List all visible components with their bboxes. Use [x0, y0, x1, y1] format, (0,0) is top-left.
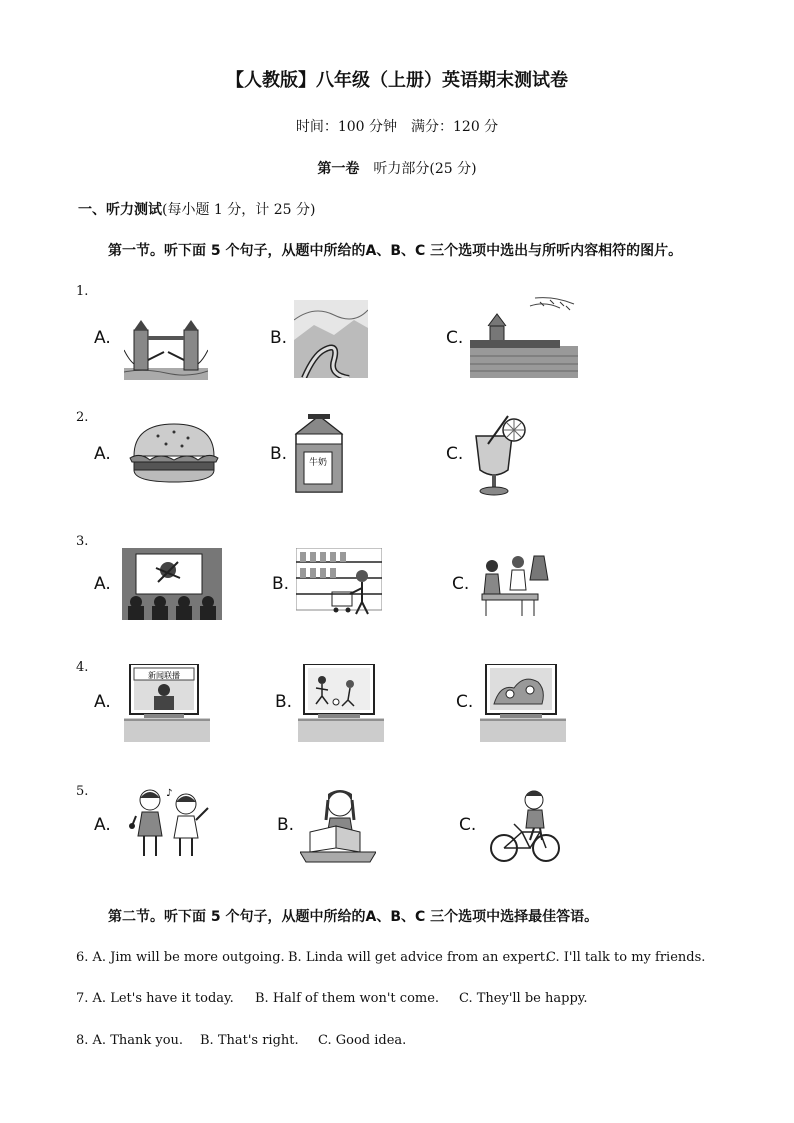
option-c: C. They'll be happy.	[459, 991, 588, 1006]
cycling-girl-image	[490, 788, 562, 864]
question-number: 2.	[76, 410, 89, 425]
option-label: A.	[94, 692, 111, 712]
singing-girls-image	[126, 786, 216, 862]
option-label: A.	[94, 815, 111, 835]
west-lake-image	[470, 296, 578, 378]
tv-news-image	[124, 664, 210, 742]
supermarket-image	[296, 548, 382, 618]
tv-sports-image	[298, 664, 384, 742]
option-a: 7. A. Let's have it today.	[76, 991, 234, 1006]
great-wall-image	[294, 300, 368, 378]
option-c: C. I'll talk to my friends.	[546, 950, 706, 965]
option-label: A.	[94, 328, 111, 348]
question-number: 3.	[76, 534, 89, 549]
clothes-shop-image	[478, 552, 550, 618]
option-label: B.	[277, 815, 295, 835]
tv-cartoon-image	[480, 664, 566, 742]
tv-news-label: 新闻联播	[148, 671, 180, 680]
option-label: C.	[446, 444, 464, 464]
section-score: (每小题 1 分，计 25 分)	[162, 202, 316, 218]
reading-girl-image	[300, 786, 376, 864]
option-label: B.	[270, 328, 288, 348]
svg-text:♪: ♪	[166, 788, 173, 799]
section-title: 一、听力测试	[78, 202, 162, 218]
part2-instruction: 第二节。听下面 5 个句子，从题中所给的A、B、C 三个选项中选择最佳答语。	[108, 909, 599, 925]
section-heading	[78, 199, 315, 219]
option-label: A.	[94, 574, 111, 594]
cinema-image	[122, 548, 222, 620]
option-label: B.	[272, 574, 290, 594]
option-c: C. Good idea.	[318, 1033, 407, 1048]
option-label: B.	[275, 692, 293, 712]
option-label: C.	[446, 328, 464, 348]
option-a: 8. A. Thank you.	[76, 1033, 184, 1048]
question-number: 4.	[76, 660, 89, 675]
option-label: A.	[94, 444, 111, 464]
option-label: C.	[459, 815, 477, 835]
exam-meta: 时间：100 分钟 满分：120 分	[295, 119, 499, 135]
part-heading	[0, 158, 794, 178]
option-a: 6. A. Jim will be more outgoing.	[76, 950, 285, 965]
tower-bridge-image	[124, 320, 208, 380]
part-title: 听力部分(25 分)	[373, 161, 477, 177]
option-label: C.	[452, 574, 470, 594]
hamburger-image	[128, 422, 220, 484]
milk-carton-image	[292, 414, 346, 494]
juice-glass-image	[472, 414, 530, 496]
page-title: 【人教版】八年级（上册）英语期末测试卷	[226, 70, 568, 91]
part-label: 第一卷	[317, 161, 360, 177]
part1-instruction: 第一节。听下面 5 个句子，从题中所给的A、B、C 三个选项中选出与所听内容相符的图片。	[108, 243, 683, 259]
milk-carton-label: 牛奶	[308, 458, 328, 468]
question-number: 5.	[76, 784, 89, 799]
option-label: B.	[270, 444, 288, 464]
option-b: B. That's right.	[200, 1033, 299, 1048]
option-label: C.	[456, 692, 474, 712]
option-b: B. Linda will get advice from an expert.	[288, 950, 550, 965]
question-number: 1.	[76, 284, 89, 299]
option-b: B. Half of them won't come.	[255, 991, 440, 1006]
